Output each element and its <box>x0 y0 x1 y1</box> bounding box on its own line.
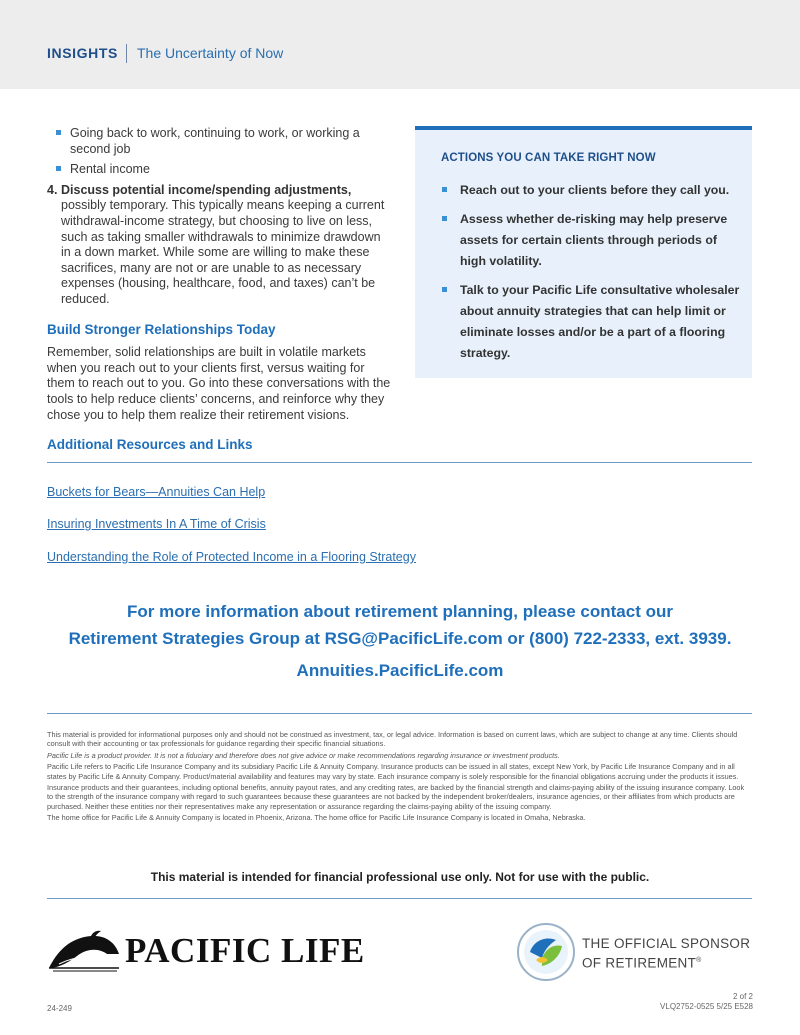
item-number: 4. <box>47 182 58 197</box>
disclaimer-paragraph: Pacific Life is a product provider. It is not a fiduciary and therefore does not give advice or make recommendations regarding insurance or investment products. <box>47 750 560 760</box>
list-item: Going back to work, continuing to work, or working a second job <box>47 126 392 157</box>
left-code: 24-249 <box>47 1004 72 1013</box>
sponsor-line-2: OF RETIREMENT <box>582 955 697 971</box>
official-sponsor-badge <box>516 922 756 982</box>
registered-mark: ® <box>696 957 702 964</box>
divider <box>47 898 752 899</box>
document-code: VLQ2752-0525 5/25 E528 <box>660 1002 753 1011</box>
item-lead: Discuss potential income/spending adjustments, <box>61 182 352 197</box>
sponsor-line-1: THE OFFICIAL SPONSOR <box>582 936 751 951</box>
page-subtitle: The Uncertainty of Now <box>137 45 284 61</box>
numbered-item-4 <box>47 183 392 308</box>
list-item: Assess whether de-risking may help preserve assets for certain clients through periods of high volatility. <box>441 209 741 272</box>
disclaimer-paragraph: The home office for Pacific Life & Annuity Company is located in Phoenix, Arizona. The home office for Pacific Life Insurance Company is located in Omaha, Nebraska. <box>47 813 586 823</box>
disclaimer-paragraph: Pacific Life refers to Pacific Life Insurance Company and its subsidiary Pacific Life & Annuity Company. Insurance products can be issued in all states, except New York, by Pacific Life Insurance Company and in all states by Pacific Life & Annuity Company. Product/material availability and features may vary by state. Each insurance company is solely responsible for the financial obligations accruing under the products it issues. <box>47 762 739 781</box>
section-tag: INSIGHTS <box>47 45 118 61</box>
bullet-square-icon <box>442 287 447 292</box>
item-text: possibly temporary. This typically means keeping a current withdrawal-income strategy, but choosing to live on less, such as taking smaller withdrawals to minimize drawdown in a down market. While some are willing to make these sacrifices, many are not or are unable to as necessary expenses (housing, healthcare, food, and taxes) can’t be reduced. <box>61 198 385 306</box>
sponsor-text <box>582 935 750 972</box>
website-link[interactable]: Annuities.PacificLife.com <box>296 661 504 680</box>
disclaimer <box>47 730 752 825</box>
actions-list <box>441 180 741 372</box>
disclaimer-paragraph: This material is provided for informational purposes only and should not be construed as investment, tax, or legal advice. Information is based on current laws, which are subject to change at any time. Clients should consult with their accounting or tax professionals for guidance regarding their specific financial situations. <box>47 730 738 749</box>
divider <box>47 713 752 714</box>
link-protected-income[interactable]: Understanding the Role of Protected Income in a Flooring Strategy <box>47 550 416 564</box>
page-number: 2 of 2 <box>732 992 753 1001</box>
professional-use-notice: This material is intended for financial professional use only. Not for use with the public. <box>150 870 650 884</box>
page-footer <box>660 992 753 1012</box>
actions-callout <box>415 126 752 378</box>
relationships-paragraph: Remember, solid relationships are built in volatile markets when you reach out to your clients first, versus waiting for them to reach out to you. Go into these conversations with the tools to help reduce clients’ concerns, and reinforce why they chose you to help them realize their retirement visions. <box>47 345 391 422</box>
link-insuring-investments[interactable]: Insuring Investments In A Time of Crisis <box>47 517 266 531</box>
cta-line-2: Retirement Strategies Group at RSG@PacificLife.com or (800) 722-2333, ext. 3939. <box>68 629 732 648</box>
list-item: Talk to your Pacific Life consultative wholesaler about annuity strategies that can help limit or eliminate losses and/or be a part of a flooring strategy. <box>441 280 741 364</box>
whale-icon <box>47 928 121 972</box>
actions-heading: ACTIONS YOU CAN TAKE RIGHT NOW <box>441 152 656 164</box>
relationships-heading: Build Stronger Relationships Today <box>47 321 276 337</box>
logo-wordmark: PACIFIC LIFE <box>125 931 365 970</box>
disclaimer-paragraph: Insurance products and their guarantees, including optional benefits, annuity payout rates, and any crediting rates, are backed by the financial strength and claims-paying ability of the issuing insurance company. Look to the strength of the insurance company with regard to such guarantees because these guarantees are not backed by the independent broker/dealers, insurance agencies, or their affiliates from which products are purchased. Neither these entities nor their representatives make any representation or assurance regarding the claims-paying ability of the issuing company. <box>47 783 745 811</box>
bullet-square-icon <box>442 187 447 192</box>
divider <box>47 462 752 463</box>
left-column <box>47 126 392 423</box>
bullet-square-icon <box>56 166 61 171</box>
bullet-square-icon <box>56 130 61 135</box>
sponsor-emblem-icon <box>516 922 576 982</box>
bullet-square-icon <box>442 216 447 221</box>
pacific-life-logo <box>47 928 365 972</box>
link-buckets-for-bears[interactable]: Buckets for Bears—Annuities Can Help <box>47 485 266 499</box>
page-header <box>0 0 800 89</box>
header-divider <box>126 44 127 63</box>
list-item: Rental income <box>47 162 392 178</box>
list-item: Reach out to your clients before they call you. <box>441 180 741 201</box>
cta-line-1: For more information about retirement planning, please contact our <box>127 602 673 621</box>
resources-heading: Additional Resources and Links <box>47 437 253 452</box>
